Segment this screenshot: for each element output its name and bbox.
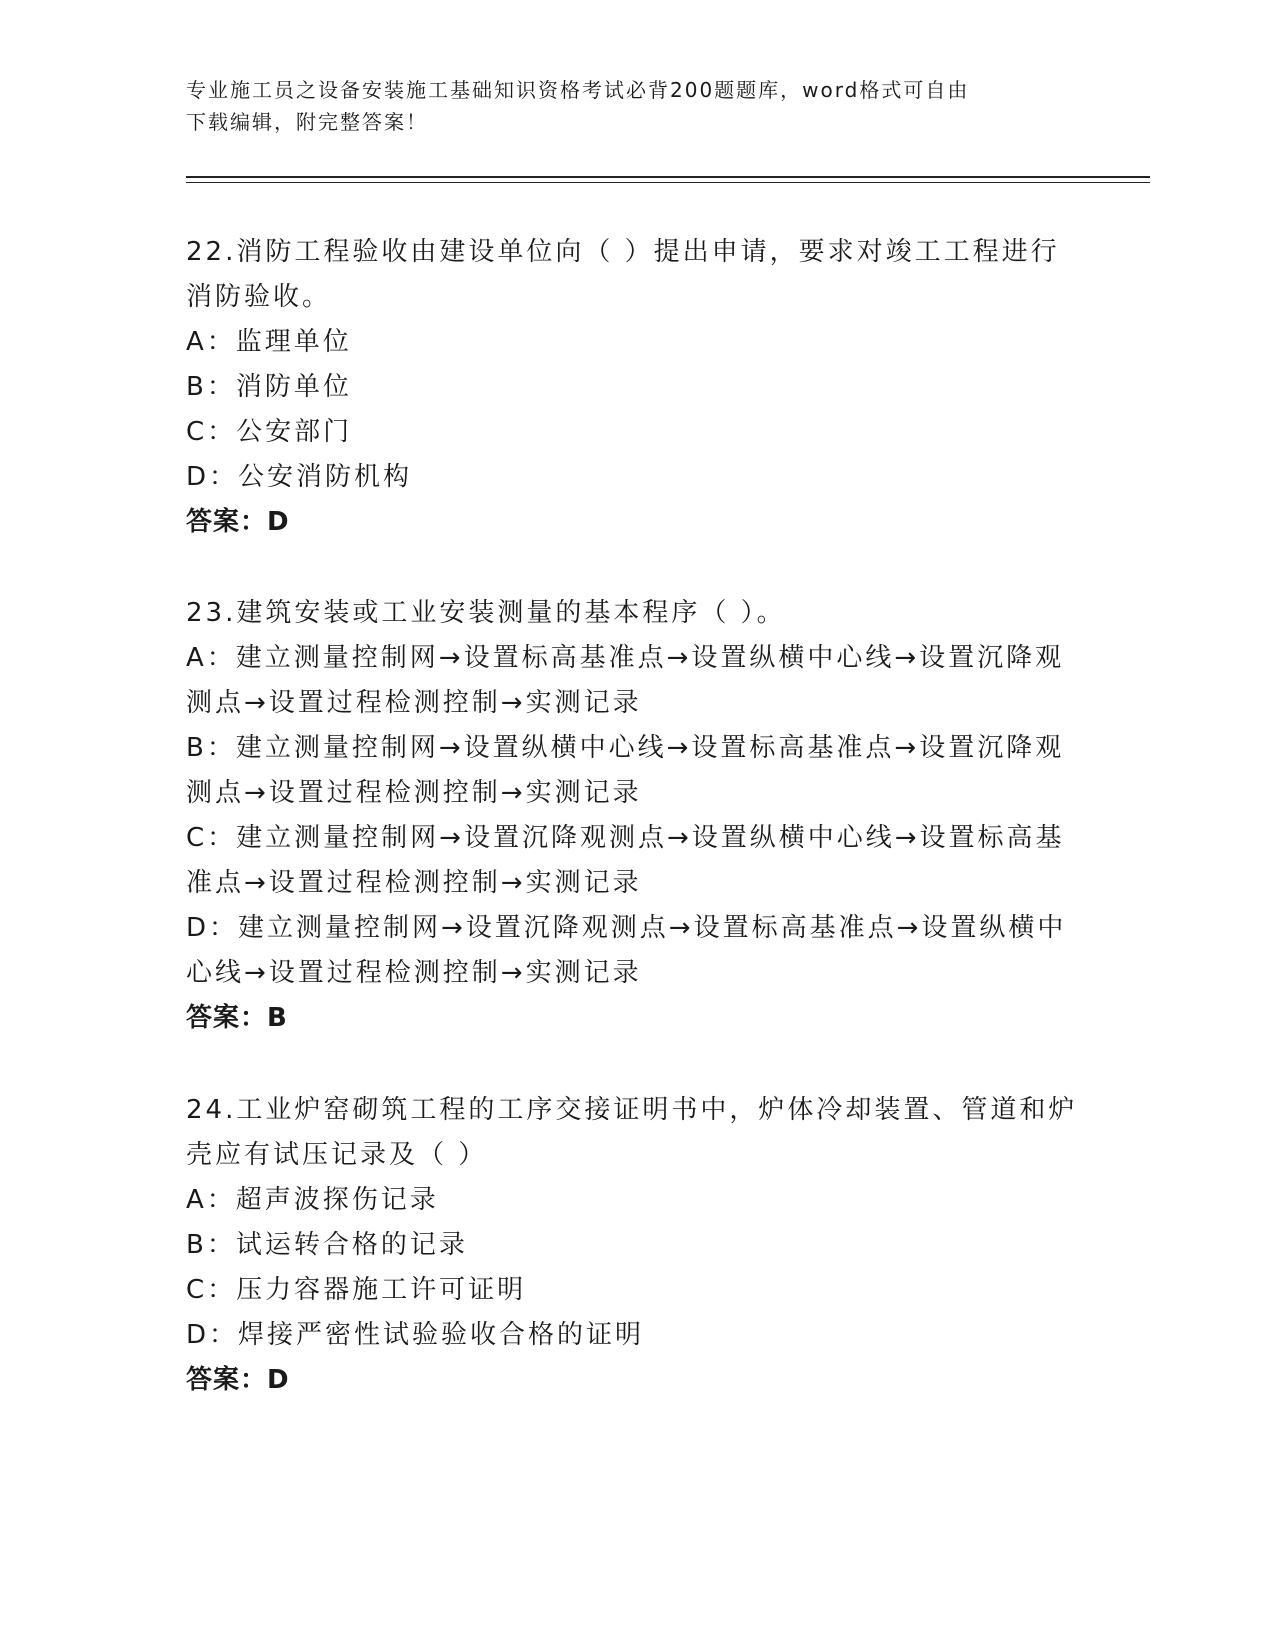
question-stem-line: 消防验收。: [186, 282, 332, 312]
option-d: D：建立测量控制网→设置沉降观测点→设置标高基准点→设置纵横中: [186, 913, 1067, 943]
option-c: C：压力容器施工许可证明: [186, 1275, 527, 1305]
question-23: [186, 591, 1086, 1041]
header-line-1: 专业施工员之设备安装施工基础知识资格考试必背200题题库，word格式可自由: [186, 78, 970, 102]
option-a: A：超声波探伤记录: [186, 1185, 439, 1215]
question-22: [186, 230, 1086, 545]
option-c: C：公安部门: [186, 417, 353, 447]
question-stem-line: 23.建筑安装或工业安装测量的基本程序（ ）。: [186, 598, 786, 628]
question-stem-line: 24.工业炉窑砌筑工程的工序交接证明书中，炉体冷却装置、管道和炉: [186, 1095, 1078, 1125]
question-24: [186, 1088, 1086, 1403]
option-b: B：试运转合格的记录: [186, 1230, 468, 1260]
answer-label: 答案：D: [186, 507, 290, 537]
option-b-continued: 测点→设置过程检测控制→实测记录: [186, 778, 642, 808]
header-line-2: 下载编辑，附完整答案！: [186, 110, 428, 134]
question-stem-line: 22.消防工程验收由建设单位向（ ）提出申请，要求对竣工工程进行: [186, 237, 1060, 267]
option-d-continued: 心线→设置过程检测控制→实测记录: [186, 958, 642, 988]
option-a-continued: 测点→设置过程检测控制→实测记录: [186, 688, 642, 718]
document-header: [186, 74, 1066, 138]
option-b: B：建立测量控制网→设置纵横中心线→设置标高基准点→设置沉降观: [186, 733, 1065, 763]
header-divider-thin: [186, 182, 1150, 183]
option-a: A：监理单位: [186, 327, 352, 357]
option-b: B：消防单位: [186, 372, 352, 402]
option-a: A：建立测量控制网→设置标高基准点→设置纵横中心线→设置沉降观: [186, 643, 1065, 673]
option-c: C：建立测量控制网→设置沉降观测点→设置纵横中心线→设置标高基: [186, 823, 1065, 853]
option-c-continued: 准点→设置过程检测控制→实测记录: [186, 868, 642, 898]
header-divider-thick: [186, 176, 1150, 178]
question-stem-line: 壳应有试压记录及（ ）: [186, 1140, 488, 1170]
answer-label: 答案：D: [186, 1365, 290, 1395]
option-d: D：焊接严密性试验验收合格的证明: [186, 1320, 645, 1350]
option-d: D：公安消防机构: [186, 462, 413, 492]
answer-label: 答案：B: [186, 1003, 288, 1033]
